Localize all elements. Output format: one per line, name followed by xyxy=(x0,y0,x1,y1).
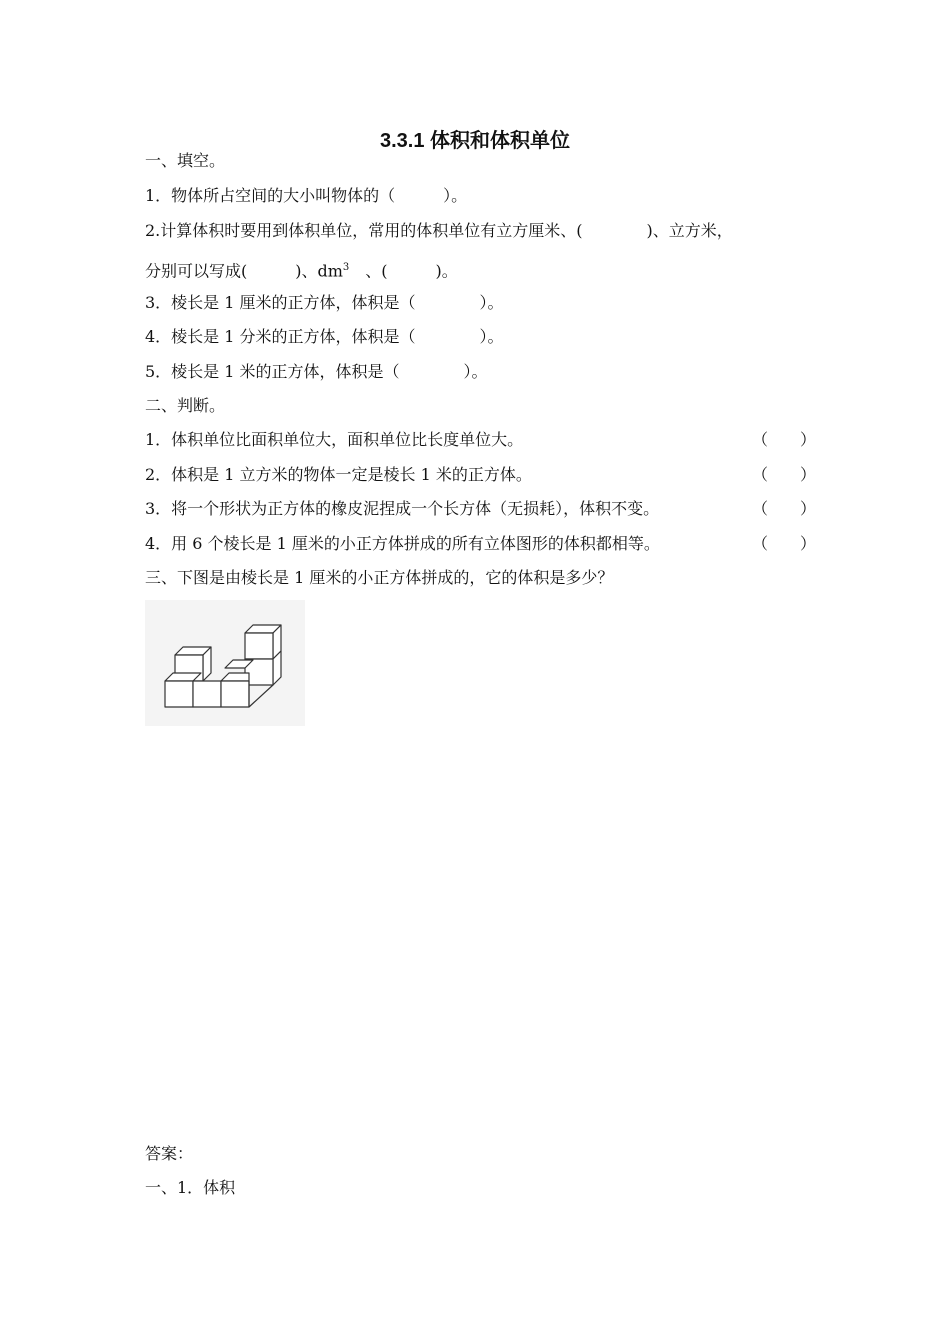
page-title: 3.3.1 体积和体积单位 xyxy=(379,130,571,152)
judge-question-4: 4．用 6 个棱长是 1 厘米的小正方体拼成的所有立体图形的体积都相等。 xyxy=(145,534,660,553)
answers-heading: 答案： xyxy=(145,1144,194,1163)
answer-paren-3: （ ） xyxy=(752,499,817,518)
fill-question-4: 4．棱长是 1 分米的正方体，体积是（ ）。 xyxy=(145,327,504,346)
fill-question-2-text-a: 分别可以写成( )、dm xyxy=(145,261,343,281)
answer-1: 一、1．体积 xyxy=(145,1178,236,1197)
answer-paren-2: （ ） xyxy=(752,465,817,484)
superscript-3: 3 xyxy=(342,262,350,273)
cube-figure xyxy=(145,600,305,726)
judge-question-2: 2．体积是 1 立方米的物体一定是棱长 1 米的正方体。 xyxy=(145,465,532,484)
fill-question-2-line1: 2.计算体积时要用到体积单位，常用的体积单位有立方厘米、( )、立方米， xyxy=(145,221,733,240)
section3-heading: 三、下图是由棱长是 1 厘米的小正方体拼成的，它的体积是多少？ xyxy=(145,568,614,587)
fill-question-3: 3．棱长是 1 厘米的正方体，体积是（ ）。 xyxy=(145,293,504,312)
section2-heading: 二、判断。 xyxy=(145,396,226,415)
judge-question-1: 1．体积单位比面积单位大，面积单位比长度单位大。 xyxy=(145,430,524,449)
answer-paren-1: （ ） xyxy=(752,430,817,449)
judge-question-3: 3．将一个形状为正方体的橡皮泥捏成一个长方体（无损耗），体积不变。 xyxy=(145,499,660,518)
fill-question-5: 5．棱长是 1 米的正方体，体积是（ ）。 xyxy=(145,362,488,381)
answer-paren-4: （ ） xyxy=(752,534,817,553)
fill-question-2-text-b: 、( )。 xyxy=(349,261,458,281)
cube-stack-drawing xyxy=(145,600,305,726)
fill-question-1: 1．物体所占空间的大小叫物体的（ ）。 xyxy=(145,186,468,205)
fill-question-2-line2 xyxy=(145,257,458,282)
section1-heading: 一、填空。 xyxy=(145,151,226,170)
